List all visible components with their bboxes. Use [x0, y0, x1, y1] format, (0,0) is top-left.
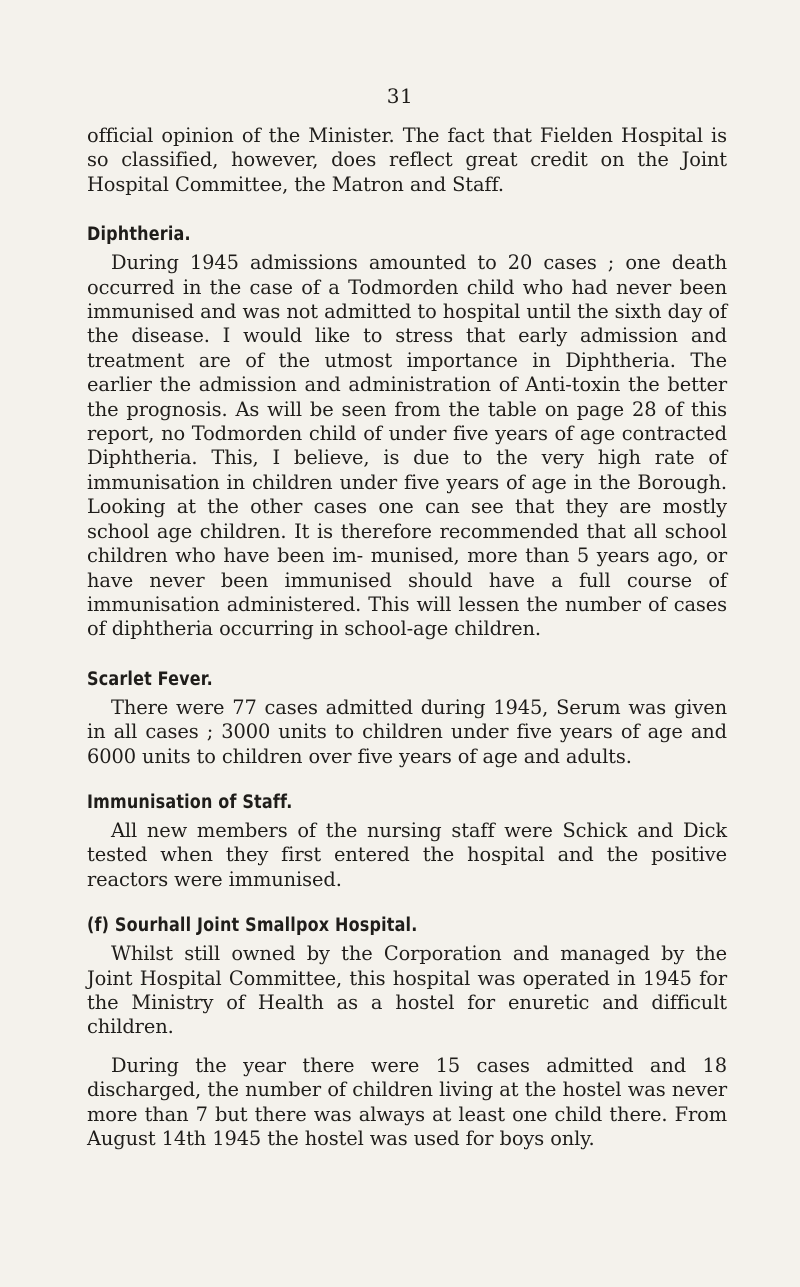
immunisation-of-staff-paragraph: All new members of the nursing staff were Schick and Dick tested when they first entered the hospital and the positive reactors were immunised.	[87, 818, 727, 891]
sourhall-paragraph-2: During the year there were 15 cases admitted and 18 discharged, the number of children living at the hostel was never more than 7 but there was always at least one child there. From August 14th 1945 the hostel was used for boys only.	[87, 1053, 727, 1150]
diphtheria-heading: Diphtheria.	[87, 224, 191, 246]
page-content	[87, 124, 727, 1151]
scarlet-fever-paragraph: There were 77 cases admitted during 1945, Serum was given in all cases ; 3000 units to children under five years of age and 6000 units to children over five years of age and adults.	[87, 695, 727, 768]
immunisation-of-staff-heading: Immunisation of Staff.	[87, 791, 293, 813]
page-number: 31	[386, 84, 414, 108]
intro-paragraph: official opinion of the Minister. The fact that Fielden Hospital is so classified, however, does reflect great credit on the Joint Hospital Committee, the Matron and Staff.	[87, 124, 727, 196]
sourhall-hospital-heading: (f) Sourhall Joint Smallpox Hospital.	[87, 915, 418, 937]
sourhall-paragraph-1: Whilst still owned by the Corporation and managed by the Joint Hospital Committee, this hospital was operated in 1945 for the Ministry of Health as a hostel for enuretic and difficult children.	[87, 942, 727, 1039]
diphtheria-paragraph: During 1945 admissions amounted to 20 cases ; one death occurred in the case of a Todmorden child who had never been immunised and was not admitted to hospital until the sixth day of the disease. I would like to stress that early admission and treatment are of the utmost importance in Diphtheria. The earlier the admission and administration of Anti-toxin the better the prognosis. As will be seen from the table on page 28 of this report, no Todmorden child of under five years of age contracted Diphtheria. This, I believe, is due to the very high rate of immunisation in children under five years of age in the Borough. Looking at the other cases one can see that they are mostly school age children. It is therefore recommended that all school children who have been im- munised, more than 5 years ago, or have never been immunised should have a full course of immunisation administered. This will lessen the number of cases of diphtheria occurring in school-age children.	[87, 251, 727, 641]
scarlet-fever-heading: Scarlet Fever.	[87, 668, 213, 690]
